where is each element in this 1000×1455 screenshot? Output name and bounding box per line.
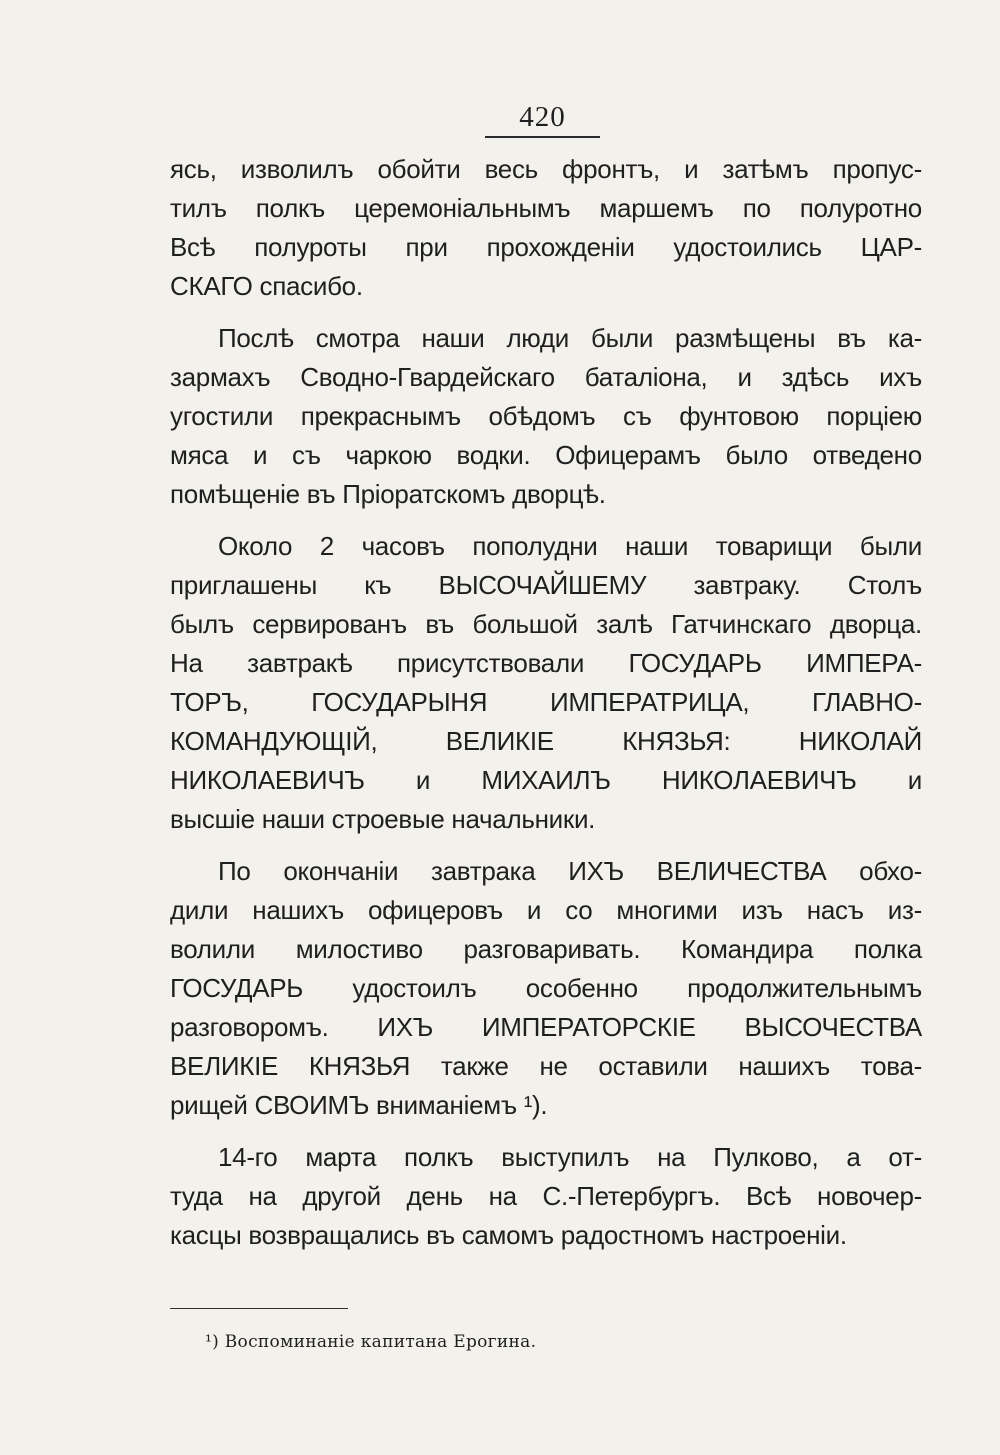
paragraph [170, 527, 922, 839]
header-rule [485, 136, 600, 138]
text-line: НИКОЛАЕВИЧЪ и МИХАИЛЪ НИКОЛАЕВИЧЪ и [170, 765, 922, 795]
paragraph [170, 852, 922, 1125]
paragraph-gap [170, 306, 922, 319]
text-line: зармахъ Сводно-Гвардейскаго баталіона, и здѣсь ихъ [170, 362, 922, 392]
paragraph [170, 319, 922, 514]
text-line: рищей СВОИМЪ вниманіемъ ¹). [170, 1090, 548, 1120]
text-line: На завтракѣ присутствовали ГОСУДАРЬ ИМПЕРА- [170, 648, 922, 678]
text-line: угостили прекраснымъ обѣдомъ съ фунтовою порціею [170, 401, 922, 431]
text-line: Всѣ полуроты при прохожденіи удостоились ЦАР- [170, 232, 922, 262]
text-line: туда на другой день на С.-Петербургъ. Всѣ новочер- [170, 1181, 922, 1211]
paragraph-gap [170, 839, 922, 852]
text-line: приглашены къ ВЫСОЧАЙШЕМУ завтраку. Столъ [170, 570, 922, 600]
paragraph [170, 1138, 922, 1255]
text-line: Около 2 часовъ пополудни наши товарищи были [218, 531, 922, 561]
paragraph-gap [170, 1125, 922, 1138]
paragraph [170, 150, 922, 306]
text-line: КОМАНДУЮЩІЙ, ВЕЛИКІЕ КНЯЗЬЯ: НИКОЛАЙ [170, 726, 922, 756]
text-line: былъ сервированъ въ большой залѣ Гатчинскаго дворца. [170, 609, 922, 639]
page-number: 420 [519, 101, 566, 133]
text-line: СКАГО спасибо. [170, 271, 363, 301]
text-line: По окончаніи завтрака ИХЪ ВЕЛИЧЕСТВА обхо- [218, 856, 922, 886]
text-line: ГОСУДАРЬ удостоилъ особенно продолжительнымъ [170, 973, 922, 1003]
text-line: мяса и съ чаркою водки. Офицерамъ было отведено [170, 440, 922, 470]
text-line: Послѣ смотра наши люди были размѣщены въ ка- [218, 323, 922, 353]
text-line: высшіе наши строевые начальники. [170, 804, 596, 834]
text-line: ТОРЪ, ГОСУДАРЫНЯ ИМПЕРАТРИЦА, ГЛАВНО- [170, 687, 922, 717]
text-line: волили милостиво разговаривать. Командира полка [170, 934, 922, 964]
text-line: ясь, изволилъ обойти весь фронтъ, и затѣмъ пропус- [170, 154, 922, 184]
text-line: ВЕЛИКІЕ КНЯЗЬЯ также не оставили нашихъ това- [170, 1051, 922, 1081]
paragraph-gap [170, 514, 922, 527]
footnote: ¹) Воспоминаніе капитана Ерогина. [205, 1332, 537, 1352]
text-line: касцы возвращались въ самомъ радостномъ настроеніи. [170, 1220, 847, 1250]
text-line: тилъ полкъ церемоніальнымъ маршемъ по полуротно [170, 193, 922, 223]
page-header [485, 100, 600, 138]
main-text [170, 150, 922, 1255]
footnote-rule [170, 1308, 348, 1309]
text-line: помѣщеніе въ Пріоратскомъ дворцѣ. [170, 479, 606, 509]
text-line: дили нашихъ офицеровъ и со многими изъ насъ из- [170, 895, 922, 925]
text-line: разговоромъ. ИХЪ ИМПЕРАТОРСКІЕ ВЫСОЧЕСТВА [170, 1012, 922, 1042]
text-line: 14-го марта полкъ выступилъ на Пулково, а от- [218, 1142, 922, 1172]
